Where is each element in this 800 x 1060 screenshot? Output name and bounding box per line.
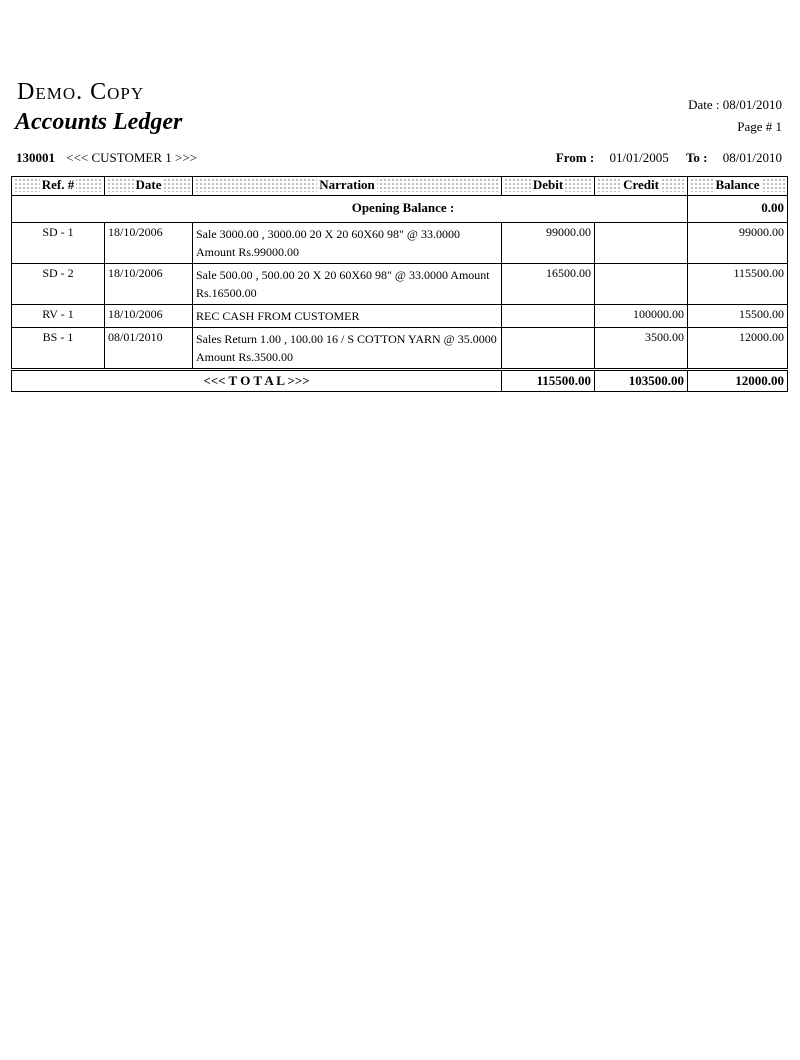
- date-cell: 18/10/2006: [105, 305, 193, 328]
- opening-balance-value: 0.00: [688, 196, 788, 223]
- to-label: To :: [685, 150, 708, 165]
- balance-cell: 115500.00: [688, 264, 788, 305]
- date-cell: 08/01/2010: [105, 328, 193, 370]
- balance-cell: 99000.00: [688, 223, 788, 264]
- column-header-ref: Ref. #: [12, 177, 105, 196]
- debit-cell: 99000.00: [502, 223, 595, 264]
- to-date: 08/01/2010: [722, 150, 782, 165]
- opening-balance-row: [12, 196, 788, 223]
- debit-cell: [502, 328, 595, 370]
- column-header-narration: Narration: [193, 177, 502, 196]
- table-row: [12, 305, 788, 328]
- debit-cell: 16500.00: [502, 264, 595, 305]
- total-balance: 12000.00: [688, 370, 788, 392]
- column-header-debit: Debit: [502, 177, 595, 196]
- date-cell: 18/10/2006: [105, 223, 193, 264]
- opening-balance-label: Opening Balance :: [12, 196, 688, 223]
- ledger-table: [11, 176, 788, 392]
- column-header-credit: Credit: [595, 177, 688, 196]
- table-header-row: [12, 177, 788, 196]
- ref-cell: RV - 1: [12, 305, 105, 328]
- credit-cell: [595, 264, 688, 305]
- narration-cell: Sales Return 1.00 , 100.00 16 / S COTTON YARN @ 35.0000 Amount Rs.3500.00: [193, 328, 502, 370]
- narration-cell: Sale 500.00 , 500.00 20 X 20 60X60 98" @ 33.0000 Amount Rs.16500.00: [193, 264, 502, 305]
- table-row: [12, 223, 788, 264]
- from-label: From :: [555, 150, 595, 165]
- report-title: Accounts Ledger: [15, 109, 183, 135]
- period-range: [556, 150, 782, 166]
- account-code: 130001: [16, 150, 55, 165]
- page-number: Page # 1: [737, 119, 782, 134]
- account-heading: [16, 150, 197, 166]
- total-row: [12, 370, 788, 392]
- ref-cell: SD - 2: [12, 264, 105, 305]
- total-label: <<< T O T A L >>>: [12, 370, 502, 392]
- from-date: 01/01/2005: [609, 150, 669, 165]
- column-header-date: Date: [105, 177, 193, 196]
- balance-cell: 15500.00: [688, 305, 788, 328]
- demo-copy-label: Demo. Copy: [17, 79, 145, 105]
- account-name: <<< CUSTOMER 1 >>>: [66, 150, 198, 165]
- ref-cell: SD - 1: [12, 223, 105, 264]
- balance-cell: 12000.00: [688, 328, 788, 370]
- column-header-balance: Balance: [688, 177, 788, 196]
- total-debit: 115500.00: [502, 370, 595, 392]
- ref-cell: BS - 1: [12, 328, 105, 370]
- table-row: [12, 264, 788, 305]
- narration-cell: Sale 3000.00 , 3000.00 20 X 20 60X60 98" @ 33.0000 Amount Rs.99000.00: [193, 223, 502, 264]
- credit-cell: [595, 223, 688, 264]
- debit-cell: [502, 305, 595, 328]
- report-date: Date : 08/01/2010: [688, 97, 782, 112]
- date-cell: 18/10/2006: [105, 264, 193, 305]
- table-row: [12, 328, 788, 370]
- narration-cell: REC CASH FROM CUSTOMER: [193, 305, 502, 328]
- credit-cell: 100000.00: [595, 305, 688, 328]
- credit-cell: 3500.00: [595, 328, 688, 370]
- total-credit: 103500.00: [595, 370, 688, 392]
